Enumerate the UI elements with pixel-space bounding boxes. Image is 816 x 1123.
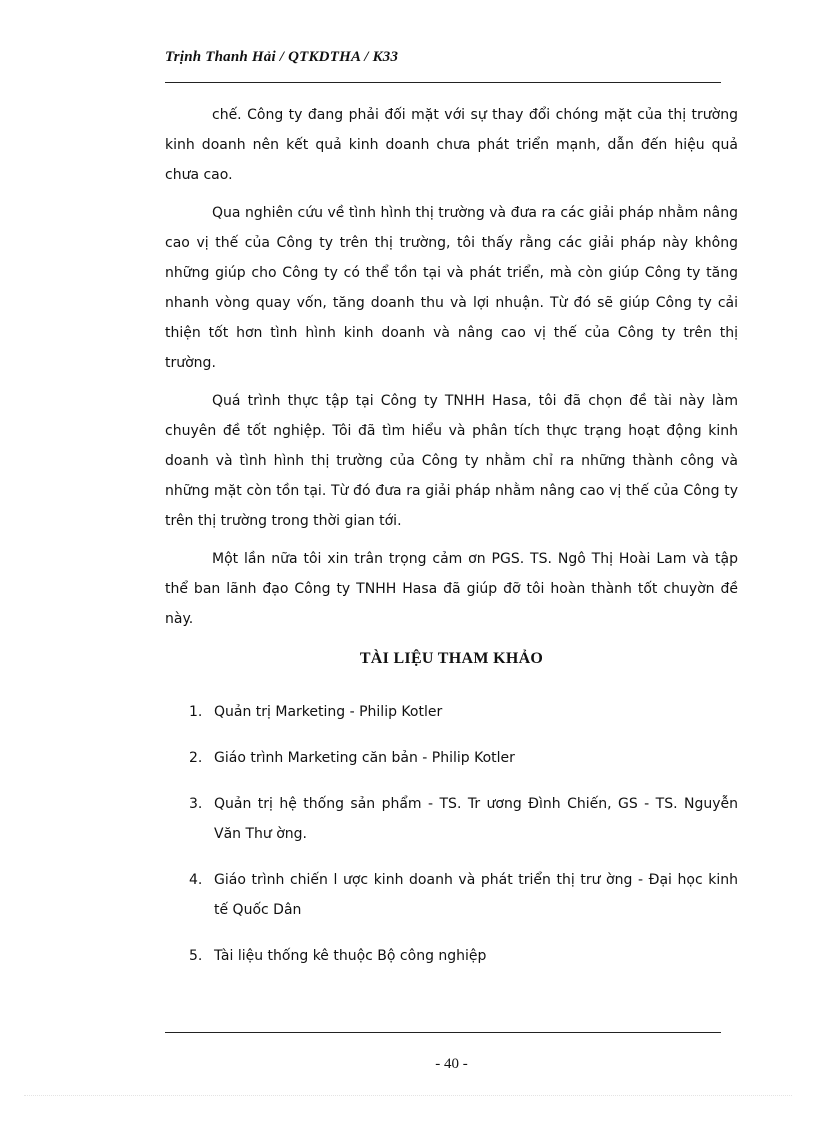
paragraph-3: Quá trình thực tập tại Công ty TNHH Hasa, tôi đã chọn đề tài này làm chuyên đề tốt nghiệp. Tôi đã tìm hiểu và phân tích thực trạng hoạt động kinh doanh và tình hình thị trường của Công ty nhằm chỉ ra những thành công và những mặt còn tồn tại. Từ đó đưa ra giải pháp nhằm nâng cao vị thế của Công ty trên thị trường trong thời gian tới. bbox=[165, 393, 738, 529]
reference-item bbox=[165, 743, 738, 773]
paragraph-2: Qua nghiên cứu về tình hình thị trường và đưa ra các giải pháp nhằm nâng cao vị thế của Công ty trên thị trường, tôi thấy rằng các giải pháp này không những giúp cho Công ty có thể tồn tại và phát triển, mà còn giúp Công ty tăng nhanh vòng quay vốn, tăng doanh thu và lợi nhuận. Từ đó sẽ giúp Công ty cải thiện tốt hơn tình hình kinh doanh và nâng cao vị thế của Công ty trên thị trường. bbox=[165, 205, 738, 371]
reference-item bbox=[165, 941, 738, 971]
reference-item bbox=[165, 697, 738, 727]
reference-text: Quản trị hệ thống sản phẩm - TS. Tr ương Đình Chiến, GS - TS. Nguyễn Văn Thư ờng. bbox=[214, 796, 738, 842]
page-edge-dotted-line bbox=[24, 1095, 792, 1096]
reference-text: Giáo trình Marketing căn bản - Philip Kotler bbox=[214, 750, 515, 766]
reference-number: 3. bbox=[189, 796, 203, 812]
reference-text: Giáo trình chiến l ược kinh doanh và phát triển thị trư ờng - Đại học kinh tế Quốc Dân bbox=[214, 872, 738, 918]
references-list bbox=[165, 697, 738, 987]
reference-item bbox=[165, 865, 738, 925]
reference-number: 5. bbox=[189, 948, 203, 964]
header-divider bbox=[165, 82, 721, 83]
reference-number: 2. bbox=[189, 750, 203, 766]
reference-text: Tài liệu thống kê thuộc Bộ công nghiệp bbox=[214, 948, 487, 964]
paragraph-4: Một lần nữa tôi xin trân trọng cảm ơn PGS. TS. Ngô Thị Hoài Lam và tập thể ban lãnh đạo Công ty TNHH Hasa đã giúp đỡ tôi hoàn thành tốt chuyờn đề này. bbox=[165, 551, 738, 627]
references-heading: TÀI LIỆU THAM KHẢO bbox=[359, 650, 544, 667]
reference-item bbox=[165, 789, 738, 849]
reference-number: 4. bbox=[189, 872, 203, 888]
reference-text: Quản trị Marketing - Philip Kotler bbox=[214, 704, 443, 720]
page-number: - 40 - bbox=[435, 1056, 468, 1072]
paragraph-1: chế. Công ty đang phải đối mặt với sự thay đổi chóng mặt của thị trường kinh doanh nên kết quả kinh doanh chưa phát triển mạnh, dẫn đến hiệu quả chưa cao. bbox=[165, 107, 738, 183]
body-text bbox=[165, 100, 738, 642]
reference-number: 1. bbox=[189, 704, 203, 720]
footer-divider bbox=[165, 1032, 721, 1033]
page-header-title: Trịnh Thanh Hải / QTKDTHA / K33 bbox=[165, 49, 399, 65]
